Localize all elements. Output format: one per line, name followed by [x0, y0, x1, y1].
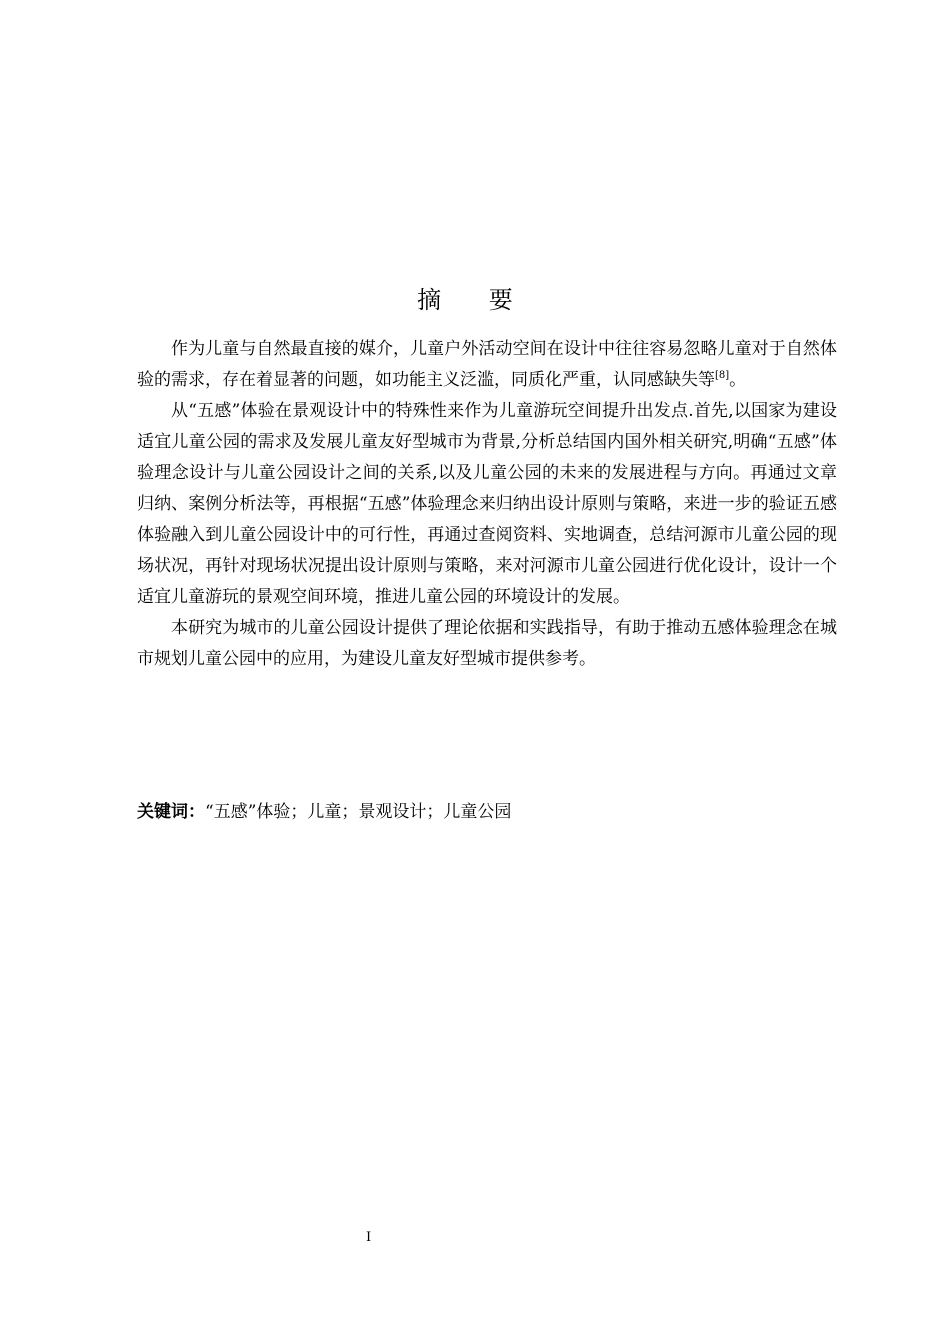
- abstract-paragraph-3: 本研究为城市的儿童公园设计提供了理论依据和实践指导，有助于推动五感体验理念在城市规划儿童公园中的应用，为建设儿童友好型城市提供参考。: [137, 618, 837, 669]
- paragraph-1-tail: 。: [729, 370, 747, 390]
- keywords-line: [137, 797, 837, 827]
- paragraph-1-text: 作为儿童与自然最直接的媒介，儿童户外活动空间在设计中往往容易忽略儿童对于自然体验的需求，存在着显著的问题，如功能主义泛滥，同质化严重，认同感缺失等: [137, 339, 837, 390]
- keywords-value: “五感”体验；儿童；景观设计；儿童公园: [205, 802, 512, 822]
- keywords-label: 关键词：: [137, 802, 205, 822]
- page-number: I: [366, 1230, 372, 1245]
- abstract-paragraph-2: 从“五感”体验在景观设计中的特殊性来作为儿童游玩空间提升出发点.首先,以国家为建设适宜儿童公园的需求及发展儿童友好型城市为背景,分析总结国内国外相关研究,明确“五感”体验理念设计与儿童公园设计之间的关系,以及儿童公园的未来的发展进程与方向。再通过文章归纳、案例分析法等，再根据“五感”体验理念来归纳出设计原则与策略，来进一步的验证五感体验融入到儿童公园设计中的可行性，再通过查阅资料、实地调查，总结河源市儿童公园的现场状况，再针对现场状况提出设计原则与策略，来对河源市儿童公园进行优化设计，设计一个适宜儿童游玩的景观空间环境，推进儿童公园的环境设计的发展。: [137, 401, 837, 607]
- abstract-body: [137, 334, 837, 675]
- abstract-title: 摘 要: [417, 286, 533, 314]
- abstract-paragraph-1: [137, 334, 837, 396]
- citation-ref: [8]: [715, 370, 730, 381]
